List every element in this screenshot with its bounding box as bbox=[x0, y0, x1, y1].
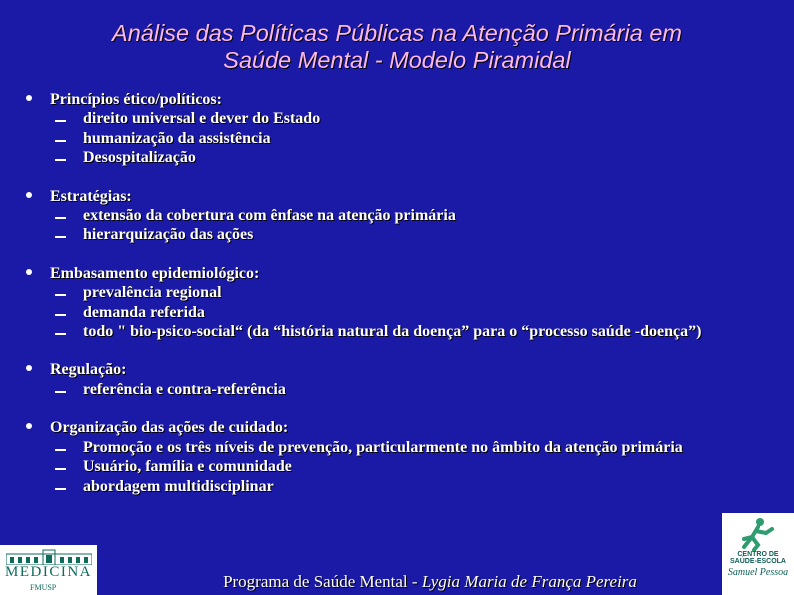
slide-title bbox=[0, 20, 794, 74]
section-principios bbox=[20, 90, 780, 168]
section-heading: Regulação: bbox=[50, 361, 127, 379]
dash-icon bbox=[55, 449, 66, 451]
footer-credit bbox=[160, 572, 700, 592]
sub-item bbox=[50, 457, 780, 476]
sub-item-text: prevalência regional bbox=[83, 284, 222, 302]
dash-icon bbox=[55, 217, 66, 219]
sub-item-text: extensão da cobertura com ênfase na atenção primária bbox=[83, 207, 456, 225]
title-line-1: Análise das Políticas Públicas na Atenção Primária em bbox=[112, 20, 682, 46]
sub-item-text: direito universal e dever do Estado bbox=[83, 110, 321, 128]
sub-item bbox=[50, 303, 780, 322]
dash-icon bbox=[55, 314, 66, 316]
section-organizacao bbox=[20, 418, 780, 496]
sub-item bbox=[50, 322, 780, 341]
logo-caption-line1: CENTRO DE bbox=[737, 551, 779, 558]
dash-icon bbox=[55, 488, 66, 490]
dash-icon bbox=[55, 333, 66, 335]
section-heading: Organização das ações de cuidado: bbox=[50, 419, 289, 437]
sub-item-text: Promoção e os três níveis de prevenção, particularmente no âmbito da atenção primária bbox=[83, 438, 683, 456]
sub-item-text: demanda referida bbox=[83, 303, 205, 321]
dash-icon bbox=[55, 468, 66, 470]
dash-icon bbox=[55, 236, 66, 238]
bullet-icon bbox=[26, 95, 32, 101]
sub-item bbox=[50, 380, 780, 399]
medicina-logo bbox=[0, 545, 97, 595]
sub-item bbox=[50, 148, 780, 167]
building-icon bbox=[6, 549, 92, 565]
section-heading: Embasamento epidemiológico: bbox=[50, 264, 260, 282]
sub-item-text: todo " bio-psico-social“ (da “história natural da doença” para o “processo saúde -doença”) bbox=[83, 323, 702, 341]
bullet-icon bbox=[26, 423, 32, 429]
dash-icon bbox=[55, 294, 66, 296]
footer-program: Programa de Saúde Mental - bbox=[223, 572, 422, 591]
logo-name: Samuel Pessoa bbox=[727, 567, 789, 578]
centro-saude-logo bbox=[722, 513, 794, 595]
sub-item bbox=[50, 129, 780, 148]
running-figure-icon bbox=[734, 517, 778, 551]
dash-icon bbox=[55, 120, 66, 122]
logo-subtext: FMUSP bbox=[30, 583, 57, 592]
dash-icon bbox=[55, 159, 66, 161]
sub-item bbox=[50, 477, 780, 496]
bullet-icon bbox=[26, 365, 32, 371]
bullet-icon bbox=[26, 269, 32, 275]
sub-item bbox=[50, 206, 780, 225]
footer-author: Lygia Maria de França Pereira bbox=[421, 572, 637, 591]
sub-item bbox=[50, 283, 780, 302]
logo-caption-line2: SAÚDE-ESCOLA bbox=[729, 558, 786, 565]
bullet-list bbox=[20, 90, 780, 515]
sub-item bbox=[50, 225, 780, 244]
sub-item bbox=[50, 109, 780, 128]
dash-icon bbox=[55, 391, 66, 393]
sub-item-text: hierarquização das ações bbox=[83, 226, 254, 244]
section-embasamento bbox=[20, 264, 780, 342]
section-heading: Princípios ético/políticos: bbox=[50, 91, 222, 108]
sub-item-text: Usuário, família e comunidade bbox=[83, 458, 292, 476]
title-line-2: Saúde Mental - Modelo Piramidal bbox=[223, 47, 571, 73]
section-regulacao bbox=[20, 360, 780, 399]
dash-icon bbox=[55, 140, 66, 142]
section-estrategias bbox=[20, 187, 780, 245]
sub-item-text: abordagem multidisciplinar bbox=[83, 477, 274, 495]
sub-item bbox=[50, 438, 780, 457]
logo-text: MEDICINA bbox=[5, 564, 92, 580]
sub-item-text: referência e contra-referência bbox=[83, 380, 286, 398]
bullet-icon bbox=[26, 192, 32, 198]
sub-item-text: Desospitalização bbox=[83, 149, 196, 167]
logo-caption bbox=[722, 551, 794, 565]
sub-item-text: humanização da assistência bbox=[83, 129, 271, 147]
section-heading: Estratégias: bbox=[50, 187, 132, 205]
